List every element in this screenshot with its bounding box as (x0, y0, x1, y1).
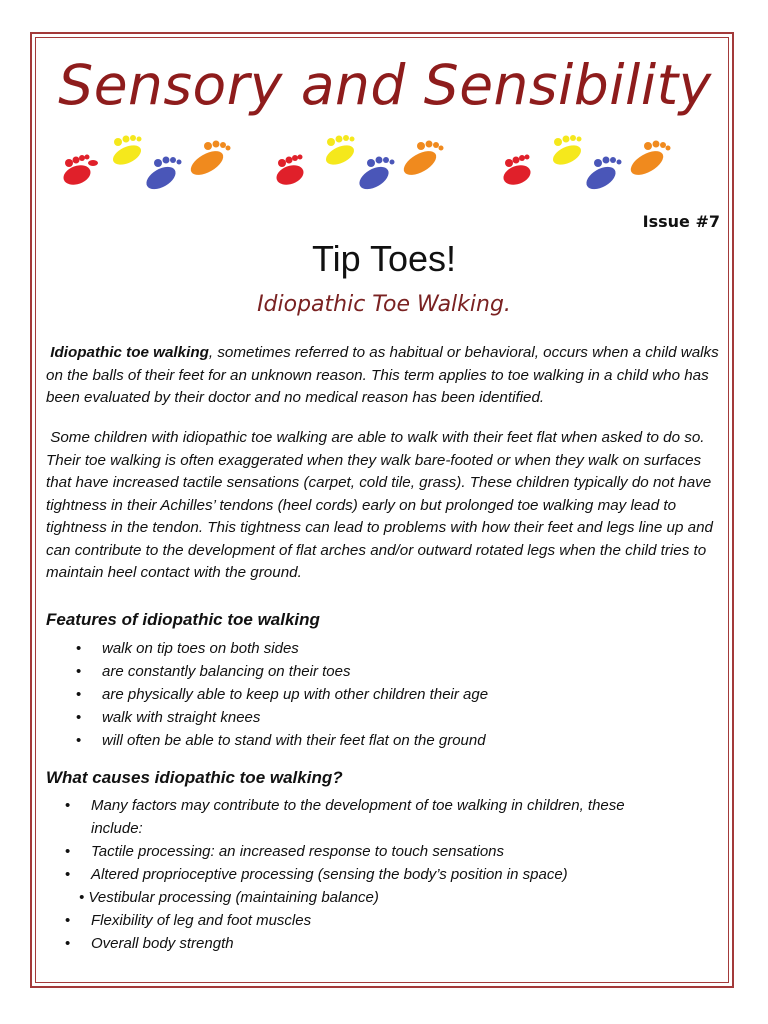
article-subtitle: Idiopathic Toe Walking. (257, 292, 511, 317)
newsletter-masthead: Sensory and Sensibility (58, 53, 712, 117)
list-item: • Overall body strength (65, 935, 234, 952)
list-item-continuation: include: (91, 820, 143, 837)
list-item: • Vestibular processing (maintaining balance) (79, 889, 379, 906)
features-heading: Features of idiopathic toe walking (46, 610, 320, 629)
list-item: • Many factors may contribute to the development of toe walking in children, these (65, 797, 625, 814)
list-item: • Altered proprioceptive processing (sensing the body’s position in space) (65, 866, 568, 883)
list-item: • Tactile processing: an increased response to touch sensations (65, 843, 505, 860)
features-list (76, 637, 489, 752)
list-item: • walk with straight knees (76, 709, 261, 726)
footprints-icon (55, 133, 235, 203)
footprints-icon (268, 133, 448, 203)
footprints-icon (495, 133, 675, 203)
list-item: • are constantly balancing on their toes (76, 663, 351, 680)
list-item: • are physically able to keep up with other children their age (76, 686, 489, 703)
intro-text: , sometimes referred to as habitual or behavioral, occurs when a child walks on the balls of their feet for an unknown reason. This term applies to toe walking in a child who has been evaluated by their doctor and no medical reason has been identified. (46, 344, 719, 406)
causes-heading: What causes idiopathic toe walking? (46, 768, 343, 787)
body-paragraph (46, 427, 730, 585)
intro-paragraph (46, 342, 730, 410)
causes-list (65, 794, 625, 955)
list-item: • will often be able to stand with their feet flat on the ground (76, 732, 486, 749)
list-item: • walk on tip toes on both sides (76, 640, 299, 657)
intro-lead-term: Idiopathic toe walking (50, 344, 209, 361)
list-item: • Flexibility of leg and foot muscles (65, 912, 312, 929)
body-paragraph-text: Some children with idiopathic toe walking are able to walk with their feet flat when asked to do so. Their toe walking is often exaggerated when they walk bare-footed or when they walk on surfaces that have increased tactile sensations (carpet, cold tile, grass). These children typically do not have tightness in their Achilles’ tendons (heel cords) early on but prolonged toe walking may lead to tightness in the tendon. This tightness can lead to problems with how their feet and legs line up and can contribute to the development of flat arches and/or outward rotated legs when the child tries to maintain heel contact with the ground. (46, 429, 713, 581)
article-title: Tip Toes! (311, 238, 457, 279)
issue-number: Issue #7 (642, 212, 720, 231)
